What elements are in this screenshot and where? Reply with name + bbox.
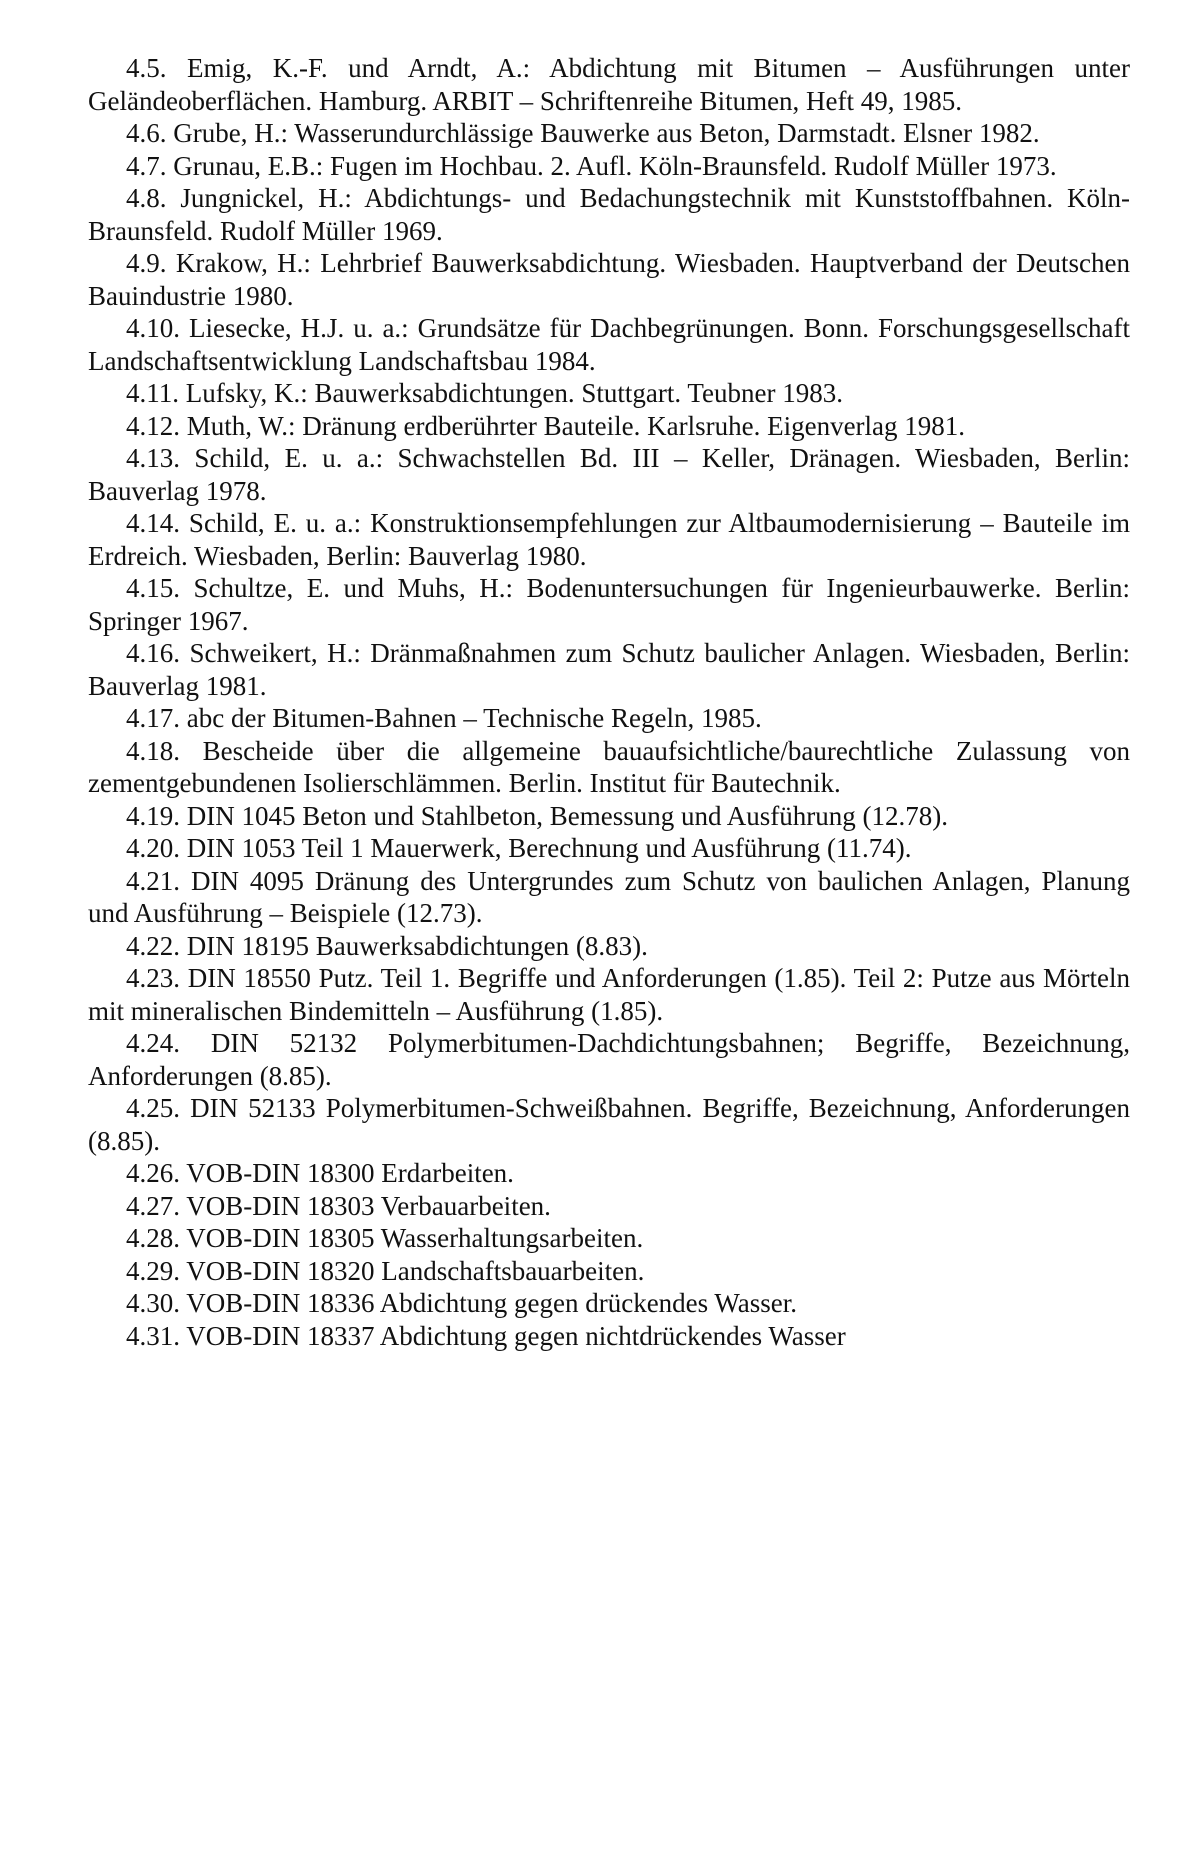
reference-entry: [88, 247, 1130, 312]
reference-text: Schultze, E. und Muhs, H.: Bodenuntersuchungen für Ingenieurbauwerke. Berlin: Springer 1967.: [88, 573, 1130, 636]
reference-entry: [88, 1320, 1130, 1353]
reference-entry: [88, 735, 1130, 800]
reference-number: 4.8.: [126, 183, 167, 213]
reference-entry: [88, 1092, 1130, 1157]
reference-entry: [88, 962, 1130, 1027]
reference-number: 4.29.: [126, 1255, 180, 1286]
reference-text: DIN 52133 Polymerbitumen-Schweißbahnen. Begriffe, Bezeichnung, Anforderungen (8.85).: [88, 1093, 1130, 1156]
reference-text: Krakow, H.: Lehrbrief Bauwerksabdichtung. Wiesbaden. Hauptverband der Deutschen Bauindustrie 1980.: [88, 248, 1131, 311]
reference-number: 4.31.: [126, 1320, 180, 1351]
reference-number: 4.30.: [126, 1288, 180, 1318]
reference-entry: [88, 117, 1130, 150]
reference-number: 4.11.: [126, 378, 179, 408]
reference-number: 4.20.: [126, 833, 180, 863]
reference-list: [88, 52, 1130, 1352]
reference-number: 4.14.: [126, 508, 180, 538]
reference-entry: [88, 930, 1130, 963]
reference-text: Emig, K.-F. und Arndt, A.: Abdichtung mit Bitumen – Ausführungen unter Geländeoberflächen. Hamburg. ARBIT – Schriftenreihe Bitumen, Heft 49, 1985.: [88, 53, 1131, 116]
reference-text: DIN 4095 Dränung des Untergrundes zum Schutz von baulichen Anlagen, Planung und Ausführung – Beispiele (12.73).: [88, 865, 1131, 928]
reference-number: 4.28.: [126, 1223, 180, 1253]
reference-text: DIN 18550 Putz. Teil 1. Begriffe und Anforderungen (1.85). Teil 2: Putze aus Mörteln mit mineralischen Bindemitteln – Ausführung (1.85).: [88, 963, 1131, 1026]
reference-text: VOB-DIN 18305 Wasserhaltungsarbeiten.: [186, 1223, 644, 1253]
reference-text: DIN 1053 Teil 1 Mauerwerk, Berechnung und Ausführung (11.74).: [186, 833, 912, 863]
reference-text: Grube, H.: Wasserundurchlässige Bauwerke aus Beton, Darmstadt. Elsner 1982.: [173, 118, 1040, 148]
reference-entry: [88, 702, 1130, 735]
reference-number: 4.12.: [126, 410, 180, 441]
reference-entry: [88, 442, 1130, 507]
reference-number: 4.16.: [126, 638, 180, 668]
reference-text: Muth, W.: Dränung erdberührter Bauteile. Karlsruhe. Eigenverlag 1981.: [186, 410, 966, 441]
reference-text: VOB-DIN 18337 Abdichtung gegen nichtdrückendes Wasser: [186, 1320, 846, 1351]
reference-entry: [88, 507, 1130, 572]
reference-text: Schild, E. u. a.: Konstruktionsempfehlungen zur Altbaumodernisierung – Bauteile im Erdreich. Wiesbaden, Berlin: Bauverlag 1980.: [88, 508, 1130, 571]
reference-text: Liesecke, H.J. u. a.: Grundsätze für Dachbegrünungen. Bonn. Forschungsgesellschaft Landschaftsentwicklung Landschaftsbau 1984.: [88, 313, 1130, 376]
reference-entry: [88, 800, 1130, 833]
reference-text: Grunau, E.B.: Fugen im Hochbau. 2. Aufl. Köln-Braunsfeld. Rudolf Müller 1973.: [173, 150, 1057, 181]
reference-text: DIN 18195 Bauwerksabdichtungen (8.83).: [186, 930, 648, 961]
reference-entry: [88, 832, 1130, 865]
reference-entry: [88, 865, 1130, 930]
reference-entry: [88, 1287, 1130, 1320]
reference-entry: [88, 637, 1130, 702]
reference-entry: [88, 1222, 1130, 1255]
reference-entry: [88, 410, 1130, 443]
reference-number: 4.10.: [126, 313, 180, 343]
reference-number: 4.5.: [126, 53, 167, 83]
reference-number: 4.23.: [126, 963, 180, 993]
reference-number: 4.7.: [126, 150, 167, 181]
reference-text: Schweikert, H.: Dränmaßnahmen zum Schutz baulicher Anlagen. Wiesbaden, Berlin: Bauverlag 1981.: [88, 638, 1131, 701]
reference-number: 4.27.: [126, 1190, 180, 1221]
reference-text: Schild, E. u. a.: Schwachstellen Bd. III – Keller, Dränagen. Wiesbaden, Berlin: Bauverlag 1978.: [88, 443, 1131, 506]
reference-text: Bescheide über die allgemeine bauaufsichtliche/baurechtliche Zulassung von zementgebundenen Isolierschlämmen. Berlin. Institut für Bautechnik.: [88, 735, 1130, 798]
reference-number: 4.21.: [126, 865, 180, 896]
reference-text: VOB-DIN 18336 Abdichtung gegen drückendes Wasser.: [186, 1288, 797, 1318]
reference-number: 4.26.: [126, 1158, 180, 1188]
reference-entry: [88, 377, 1130, 410]
reference-entry: [88, 182, 1130, 247]
reference-number: 4.24.: [126, 1028, 180, 1058]
reference-text: VOB-DIN 18300 Erdarbeiten.: [186, 1158, 514, 1188]
reference-number: 4.6.: [126, 118, 167, 148]
reference-number: 4.25.: [126, 1093, 180, 1123]
reference-entry: [88, 150, 1130, 183]
reference-entry: [88, 1190, 1130, 1223]
reference-entry: [88, 572, 1130, 637]
reference-entry: [88, 52, 1130, 117]
reference-text: VOB-DIN 18303 Verbauarbeiten.: [186, 1190, 551, 1221]
reference-text: DIN 1045 Beton und Stahlbeton, Bemessung und Ausführung (12.78).: [186, 800, 948, 831]
reference-number: 4.17.: [126, 703, 180, 733]
reference-number: 4.18.: [126, 735, 180, 766]
reference-number: 4.13.: [126, 443, 180, 473]
reference-number: 4.22.: [126, 930, 180, 961]
reference-entry: [88, 1157, 1130, 1190]
reference-text: Jungnickel, H.: Abdichtungs- und Bedachungstechnik mit Kunststoffbahnen. Köln-Braunsfeld. Rudolf Müller 1969.: [88, 183, 1130, 246]
reference-entry: [88, 1255, 1130, 1288]
reference-number: 4.9.: [126, 248, 167, 278]
reference-text: VOB-DIN 18320 Landschaftsbauarbeiten.: [186, 1255, 645, 1286]
reference-entry: [88, 312, 1130, 377]
reference-number: 4.15.: [126, 573, 180, 603]
reference-text: Lufsky, K.: Bauwerksabdichtungen. Stuttgart. Teubner 1983.: [185, 378, 843, 408]
reference-number: 4.19.: [126, 800, 180, 831]
reference-text: DIN 52132 Polymerbitumen-Dachdichtungsbahnen; Begriffe, Bezeichnung, Anforderungen (8.85).: [88, 1028, 1130, 1091]
reference-text: abc der Bitumen-Bahnen – Technische Regeln, 1985.: [186, 703, 762, 733]
reference-entry: [88, 1027, 1130, 1092]
